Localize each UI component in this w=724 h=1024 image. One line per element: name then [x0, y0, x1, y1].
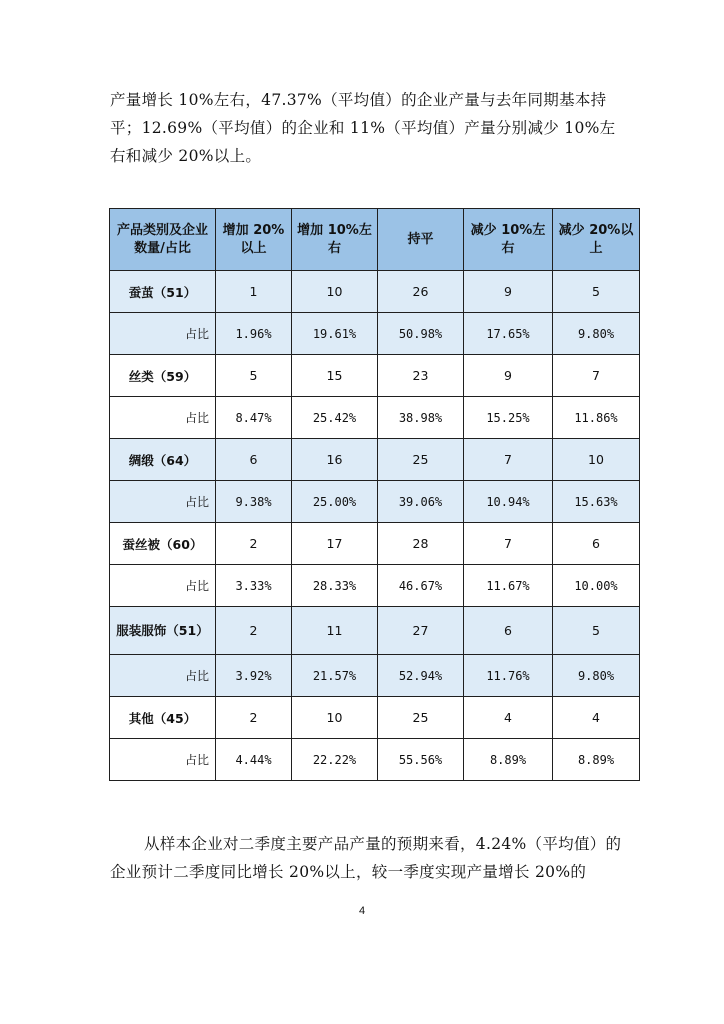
- percent-cell: 25.42%: [292, 397, 378, 439]
- percent-cell: 50.98%: [378, 313, 464, 355]
- count-cell: 25: [378, 697, 464, 739]
- count-cell: 1: [216, 271, 292, 313]
- count-cell: 26: [378, 271, 464, 313]
- percent-cell: 10.00%: [553, 565, 640, 607]
- percent-cell: 28.33%: [292, 565, 378, 607]
- table-row-percent: [110, 313, 640, 355]
- count-cell: 6: [553, 523, 640, 565]
- category-name: 蚕茧（51）: [110, 271, 216, 313]
- page-number: 4: [358, 905, 366, 917]
- header-decrease-10: 减少 10%左右: [464, 209, 553, 271]
- count-cell: 11: [292, 607, 378, 655]
- count-cell: 15: [292, 355, 378, 397]
- header-category: 产品类别及企业数量/占比: [110, 209, 216, 271]
- count-cell: 5: [553, 607, 640, 655]
- category-name: 服装服饰（51）: [110, 607, 216, 655]
- count-cell: 4: [553, 697, 640, 739]
- count-cell: 6: [464, 607, 553, 655]
- percent-cell: 38.98%: [378, 397, 464, 439]
- percent-label: 占比: [110, 481, 216, 523]
- count-cell: 27: [378, 607, 464, 655]
- percent-cell: 8.89%: [553, 739, 640, 781]
- percent-cell: 55.56%: [378, 739, 464, 781]
- category-name: 丝类（59）: [110, 355, 216, 397]
- percent-label: 占比: [110, 565, 216, 607]
- table-header-row: [110, 209, 640, 271]
- percent-cell: 11.76%: [464, 655, 553, 697]
- table-row-count: [110, 607, 640, 655]
- percent-cell: 9.80%: [553, 655, 640, 697]
- percent-label: 占比: [110, 397, 216, 439]
- category-name: 蚕丝被（60）: [110, 523, 216, 565]
- count-cell: 16: [292, 439, 378, 481]
- percent-cell: 9.38%: [216, 481, 292, 523]
- count-cell: 2: [216, 523, 292, 565]
- table-row-percent: [110, 739, 640, 781]
- percent-cell: 8.89%: [464, 739, 553, 781]
- percent-label: 占比: [110, 655, 216, 697]
- count-cell: 5: [553, 271, 640, 313]
- count-cell: 7: [553, 355, 640, 397]
- count-cell: 23: [378, 355, 464, 397]
- table-row-percent: [110, 655, 640, 697]
- header-flat: 持平: [378, 209, 464, 271]
- table-row-count: [110, 271, 640, 313]
- header-increase-10: 增加 10%左右: [292, 209, 378, 271]
- count-cell: 9: [464, 271, 553, 313]
- table-body: [110, 271, 640, 781]
- percent-cell: 3.92%: [216, 655, 292, 697]
- count-cell: 28: [378, 523, 464, 565]
- count-cell: 9: [464, 355, 553, 397]
- header-increase-20: 增加 20%以上: [216, 209, 292, 271]
- count-cell: 5: [216, 355, 292, 397]
- percent-cell: 4.44%: [216, 739, 292, 781]
- count-cell: 10: [292, 697, 378, 739]
- closing-paragraph: 从样本企业对二季度主要产品产量的预期来看，4.24%（平均值）的企业预计二季度同比增长 20%以上，较一季度实现产量增长 20%的: [110, 835, 622, 881]
- percent-cell: 17.65%: [464, 313, 553, 355]
- percent-label: 占比: [110, 313, 216, 355]
- percent-cell: 1.96%: [216, 313, 292, 355]
- count-cell: 10: [553, 439, 640, 481]
- count-cell: 2: [216, 697, 292, 739]
- count-cell: 4: [464, 697, 553, 739]
- percent-cell: 11.67%: [464, 565, 553, 607]
- count-cell: 7: [464, 523, 553, 565]
- count-cell: 17: [292, 523, 378, 565]
- percent-cell: 9.80%: [553, 313, 640, 355]
- category-name: 绸缎（64）: [110, 439, 216, 481]
- count-cell: 10: [292, 271, 378, 313]
- percent-cell: 25.00%: [292, 481, 378, 523]
- percent-cell: 22.22%: [292, 739, 378, 781]
- header-decrease-20: 减少 20%以上: [553, 209, 640, 271]
- count-cell: 6: [216, 439, 292, 481]
- count-cell: 25: [378, 439, 464, 481]
- percent-cell: 8.47%: [216, 397, 292, 439]
- table-row-count: [110, 523, 640, 565]
- percent-cell: 39.06%: [378, 481, 464, 523]
- category-name: 其他（45）: [110, 697, 216, 739]
- table-row-percent: [110, 481, 640, 523]
- percent-cell: 3.33%: [216, 565, 292, 607]
- table-row-count: [110, 439, 640, 481]
- table-row-percent: [110, 397, 640, 439]
- percent-label: 占比: [110, 739, 216, 781]
- percent-cell: 10.94%: [464, 481, 553, 523]
- table-row-count: [110, 355, 640, 397]
- percent-cell: 15.63%: [553, 481, 640, 523]
- table-row-count: [110, 697, 640, 739]
- table-row-percent: [110, 565, 640, 607]
- intro-paragraph: 产量增长 10%左右，47.37%（平均值）的企业产量与去年同期基本持平；12.69%（平均值）的企业和 11%（平均值）产量分别减少 10%左右和减少 20%以上。: [110, 91, 616, 165]
- percent-cell: 52.94%: [378, 655, 464, 697]
- production-table: [109, 208, 640, 781]
- percent-cell: 11.86%: [553, 397, 640, 439]
- count-cell: 2: [216, 607, 292, 655]
- percent-cell: 19.61%: [292, 313, 378, 355]
- percent-cell: 15.25%: [464, 397, 553, 439]
- percent-cell: 46.67%: [378, 565, 464, 607]
- count-cell: 7: [464, 439, 553, 481]
- percent-cell: 21.57%: [292, 655, 378, 697]
